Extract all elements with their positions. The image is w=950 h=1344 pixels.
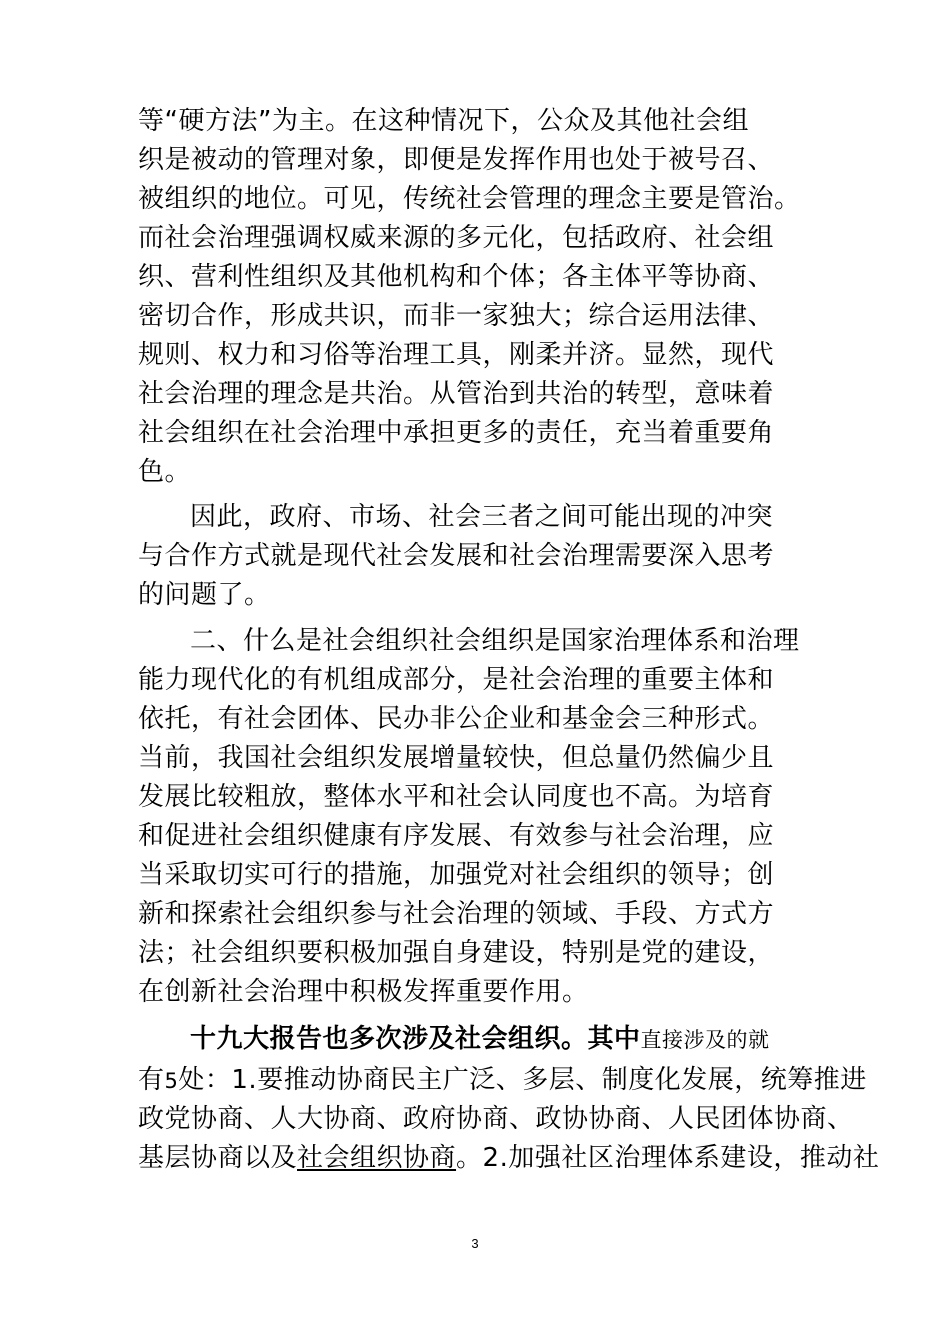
text-line: 法；社会组织要积极加强自身建设，特别是党的建设， bbox=[138, 938, 775, 968]
text-line: 能力现代化的有机组成部分，是社会治理的重要主体和 bbox=[138, 665, 775, 695]
text-line: 而社会治理强调权威来源的多元化，包括政府、社会组 bbox=[138, 223, 775, 253]
text-line: 密切合作，形成共识，而非一家独大；综合运用法律、 bbox=[138, 301, 775, 331]
text-span: 5 bbox=[164, 1069, 179, 1093]
text-span: 。2.加强社区治理体系建设，推动社 bbox=[456, 1143, 880, 1173]
text-line: 社会组织在社会治理中承担更多的责任，充当着重要角 bbox=[138, 418, 775, 448]
text-line: 与合作方式就是现代社会发展和社会治理需要深入思考 bbox=[138, 541, 775, 571]
text-line: 规则、权力和习俗等治理工具，刚柔并济。显然，现代 bbox=[138, 340, 775, 370]
text-line: 和促进社会组织健康有序发展、有效参与社会治理，应 bbox=[138, 821, 775, 851]
text-line bbox=[138, 1141, 879, 1175]
text-line: 因此，政府、市场、社会三者之间可能出现的冲突 bbox=[190, 502, 774, 532]
text-line: 当采取切实可行的措施，加强党对社会组织的领导；创 bbox=[138, 860, 775, 890]
text-line bbox=[190, 1022, 770, 1057]
text-line: 依托，有社会团体、民办非公企业和基金会三种形式。 bbox=[138, 704, 775, 734]
text-span: 基层协商以及 bbox=[138, 1143, 298, 1173]
text-line bbox=[138, 1063, 867, 1098]
text-line: 的问题了。 bbox=[138, 580, 271, 610]
text-span: 有 bbox=[138, 1065, 165, 1095]
underlined-text: 社会组织协商 bbox=[297, 1143, 457, 1173]
text-line: 色。 bbox=[138, 457, 192, 487]
page-number: 3 bbox=[471, 1236, 479, 1251]
text-line: 政党协商、人大协商、政府协商、政协协商、人民团体协商、 bbox=[138, 1104, 854, 1134]
text-span: 直接涉及的就 bbox=[640, 1028, 770, 1052]
text-line: 被组织的地位。可见，传统社会管理的理念主要是管治。 bbox=[138, 184, 801, 214]
text-line: 社会治理的理念是共治。从管治到共治的转型，意味着 bbox=[138, 379, 775, 409]
text-line: 等“硬方法”为主。在这种情况下，公众及其他社会组 bbox=[138, 106, 749, 136]
text-line: 二、什么是社会组织社会组织是国家治理体系和治理 bbox=[190, 626, 800, 656]
bold-lead-text: 十九大报告也多次涉及社会组织。其中 bbox=[190, 1024, 641, 1054]
text-line: 新和探索社会组织参与社会治理的领域、手段、方式方 bbox=[138, 899, 775, 929]
text-span: 处：1.要推动协商民主广泛、多层、制度化发展，统筹推进 bbox=[178, 1065, 867, 1095]
text-line: 发展比较粗放，整体水平和社会认同度也不高。为培育 bbox=[138, 782, 775, 812]
text-line: 织是被动的管理对象，即便是发挥作用也处于被号召、 bbox=[138, 145, 775, 175]
text-line: 当前，我国社会组织发展增量较快，但总量仍然偏少且 bbox=[138, 743, 775, 773]
text-line: 在创新社会治理中积极发挥重要作用。 bbox=[138, 977, 589, 1007]
text-line: 织、营利性组织及其他机构和个体；各主体平等协商、 bbox=[138, 262, 775, 292]
